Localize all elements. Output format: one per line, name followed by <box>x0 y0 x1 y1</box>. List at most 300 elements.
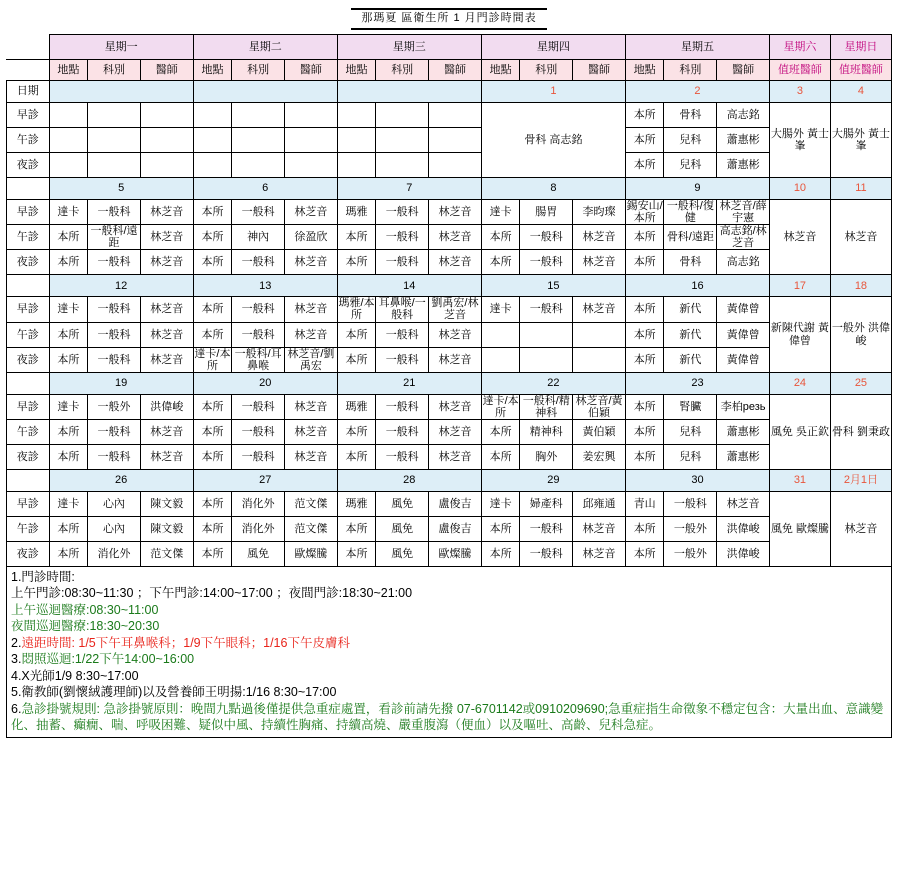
weekday-header-wed: 星期三 <box>337 35 481 60</box>
c-w3-n-4: 一般科/耳鼻喉 <box>232 347 285 372</box>
c-w2-a-14: 高志銘/林芝音 <box>717 225 770 250</box>
c-w2-n-1: 一般科 <box>88 250 141 275</box>
date-w4-wed: 21 <box>337 372 481 394</box>
note-line-6 <box>11 651 887 668</box>
row-w1-morning <box>7 103 892 128</box>
c-w4-m-8: 林芝音 <box>429 394 482 419</box>
row-label-morning-4: 早診 <box>7 394 50 419</box>
note-line-9 <box>11 701 887 734</box>
weekday-header-row <box>7 35 892 60</box>
row-w5-morning <box>7 491 892 516</box>
date-w4-sun: 25 <box>830 372 891 394</box>
c-w1-m-4 <box>232 103 285 128</box>
c-w5-a-9: 本所 <box>481 516 520 541</box>
date-w2-sun: 11 <box>830 178 891 200</box>
c-w4-m-12: 本所 <box>625 394 664 419</box>
c-w5-m-11: 邱雍通 <box>573 491 626 516</box>
c-w2-n-13: 骨科 <box>664 250 717 275</box>
c-w5-a-4: 消化外 <box>232 516 285 541</box>
c-w3-a-3: 本所 <box>193 322 232 347</box>
c-w3-m-10: 一般科 <box>520 297 573 322</box>
row-label-afternoon-3: 午診 <box>7 322 50 347</box>
subheader-14: 醫師 <box>717 60 770 81</box>
c-w3-n-8: 林芝音 <box>429 347 482 372</box>
row-w2-morning <box>7 200 892 225</box>
c-w2-n-0: 本所 <box>49 250 88 275</box>
row-w2-night <box>7 250 892 275</box>
c-w1-n-5 <box>285 153 338 178</box>
title-row <box>7 4 892 35</box>
subheader-11: 醫師 <box>573 60 626 81</box>
c-w2-n-2: 林芝音 <box>140 250 193 275</box>
schedule-table <box>6 4 892 567</box>
note-line-2: 上午門診:08:30~11:30 ；下午門診:14:00~17:00 ；夜間門診:18:30~21:00 <box>11 586 413 601</box>
c-w2-n-9: 本所 <box>481 250 520 275</box>
c-w3-m-6: 瑪雅/本所 <box>338 297 375 322</box>
c-w4-a-2: 林芝音 <box>140 419 193 444</box>
c-w4-a-5: 林芝音 <box>285 419 338 444</box>
date-row-week1 <box>7 81 892 103</box>
c-w2-a-3: 本所 <box>193 225 232 250</box>
c-w4-m-9: 達卡/本所 <box>482 394 519 419</box>
c-w4-m-11: 林芝音/黃伯穎 <box>573 394 626 419</box>
c-w4-n-12: 本所 <box>625 444 664 469</box>
c-w4-m-2: 洪偉峻 <box>140 394 193 419</box>
c-w5-n-8: 歐燦騰 <box>429 541 482 566</box>
c-w2-m-7: 一般科 <box>376 200 429 225</box>
c-w3-m-0: 達卡 <box>49 297 88 322</box>
date-row-week2 <box>7 178 892 200</box>
c-w2-n-11: 林芝音 <box>573 250 626 275</box>
row-label-night-4: 夜診 <box>7 444 50 469</box>
c-w4-a-4: 一般科 <box>232 419 285 444</box>
row-w2-afternoon <box>7 225 892 250</box>
c-w2-n-10: 一般科 <box>520 250 573 275</box>
c-w3-m-14: 黃偉曾 <box>717 297 770 322</box>
date-w5-sat: 31 <box>770 469 831 491</box>
c-w1-n-1 <box>88 153 141 178</box>
c-w3-m-1: 一般科 <box>88 297 141 322</box>
date-w1-sat: 3 <box>770 81 831 103</box>
c-w5-a-13: 一般外 <box>664 516 717 541</box>
date-row-week4 <box>7 372 892 394</box>
duty-w2-sat: 林芝音 <box>770 200 831 275</box>
c-w3-n-5: 林芝音/劉禹宏 <box>285 347 338 372</box>
c-w1-n-7 <box>376 153 429 178</box>
c-w5-a-2: 陳文毅 <box>140 516 193 541</box>
c-w4-a-0: 本所 <box>49 419 88 444</box>
c-w2-m-3: 本所 <box>193 200 232 225</box>
row-label-morning-3: 早診 <box>7 297 50 322</box>
c-w1-m-2 <box>140 103 193 128</box>
row-label-morning-2: 早診 <box>7 200 50 225</box>
c-w2-m-9: 達卡 <box>481 200 520 225</box>
c-w1-a-8 <box>429 128 482 153</box>
date-w3-tue: 13 <box>193 275 337 297</box>
c-w5-m-13: 一般科 <box>664 491 717 516</box>
subheader-7: 科別 <box>376 60 429 81</box>
c-w4-m-0: 達卡 <box>49 394 88 419</box>
subheader-6: 地點 <box>337 60 376 81</box>
c-w4-n-3: 本所 <box>193 444 232 469</box>
c-w5-n-5: 歐燦騰 <box>285 541 338 566</box>
c-w1-a-1 <box>88 128 141 153</box>
c-w2-m-4: 一般科 <box>232 200 285 225</box>
row-label-morning-5: 早診 <box>7 491 50 516</box>
c-w4-n-5: 林芝音 <box>285 444 338 469</box>
c-w4-n-2: 林芝音 <box>140 444 193 469</box>
subheader-10: 科別 <box>520 60 573 81</box>
c-w3-n-14: 黃偉曾 <box>717 347 770 372</box>
date-w1-mon <box>49 81 193 103</box>
c-w4-m-10: 一般科/精神科 <box>520 394 573 419</box>
c-w4-n-8: 林芝音 <box>429 444 482 469</box>
notes-section <box>6 567 892 738</box>
row-w3-night <box>7 347 892 372</box>
c-w1-m-14: 高志銘 <box>717 103 770 128</box>
c-w4-n-6: 本所 <box>337 444 376 469</box>
c-w1-a-4 <box>232 128 285 153</box>
c-w4-m-6: 瑪雅 <box>337 394 376 419</box>
date-w3-sun: 18 <box>830 275 891 297</box>
row-w5-night <box>7 541 892 566</box>
subheader-2: 醫師 <box>140 60 193 81</box>
c-w3-a-1: 一般科 <box>88 322 141 347</box>
c-w3-m-12: 本所 <box>625 297 664 322</box>
c-w2-a-6: 本所 <box>337 225 376 250</box>
note-line-5-text: 遠距時間: 1/5下午耳鼻喉科；1/9下午眼科；1/16下午皮膚科 <box>21 635 350 650</box>
c-w5-a-7: 風免 <box>376 516 429 541</box>
c-w1-n-8 <box>429 153 482 178</box>
c-w1-a-14: 蕭惠彬 <box>717 128 770 153</box>
c-w5-n-4: 風免 <box>232 541 285 566</box>
c-w4-n-1: 一般科 <box>88 444 141 469</box>
c-w3-n-11 <box>573 347 626 372</box>
c-w3-n-7: 一般科 <box>376 347 429 372</box>
c-w5-n-9: 本所 <box>481 541 520 566</box>
c-w5-m-9: 達卡 <box>481 491 520 516</box>
subheader-1: 科別 <box>88 60 141 81</box>
date-w3-thu: 15 <box>481 275 625 297</box>
note-line-6-num: 3. <box>11 652 22 667</box>
c-w3-m-2: 林芝音 <box>140 297 193 322</box>
date-w4-mon: 19 <box>49 372 193 394</box>
c-w4-m-14: 李柏резь <box>717 394 770 419</box>
c-w3-a-9 <box>481 322 520 347</box>
row-label-afternoon-2: 午診 <box>7 225 50 250</box>
subheader-15: 值班醫師 <box>770 60 831 81</box>
c-w4-m-4: 一般科 <box>232 394 285 419</box>
c-w1-m-7 <box>376 103 429 128</box>
duty-w4-sun: 骨科 劉秉政 <box>830 394 891 469</box>
row-label-night-2: 夜診 <box>7 250 50 275</box>
c-w2-m-0: 達卡 <box>49 200 88 225</box>
c-w5-n-1: 消化外 <box>88 541 141 566</box>
row-label-night-3: 夜診 <box>7 347 50 372</box>
duty-w3-sun: 一般外 洪偉峻 <box>830 297 891 372</box>
c-w5-m-0: 達卡 <box>49 491 88 516</box>
c-w4-n-4: 一般科 <box>232 444 285 469</box>
c-w1-n-12: 本所 <box>625 153 664 178</box>
c-w1-a-7 <box>376 128 429 153</box>
row-label-date: 日期 <box>7 81 50 103</box>
c-w1-a-0 <box>49 128 88 153</box>
note-line-6-text: 悶照巡迴:1/22下午14:00~16:00 <box>21 652 195 667</box>
c-w2-m-2: 林芝音 <box>140 200 193 225</box>
c-w3-n-3: 達卡/本所 <box>194 347 231 372</box>
c-w3-m-13: 新代 <box>664 297 717 322</box>
duty-w1-sat: 大腸外 黃士峯 <box>770 103 831 178</box>
c-w5-m-12: 青山 <box>625 491 664 516</box>
c-w2-m-14: 林芝音/薛宇憲 <box>717 200 770 225</box>
date-w1-thu: 1 <box>481 81 625 103</box>
c-w5-n-0: 本所 <box>49 541 88 566</box>
c-w4-a-1: 一般科 <box>88 419 141 444</box>
c-w1-m-5 <box>285 103 338 128</box>
corner-cell <box>7 35 50 60</box>
c-w3-n-12: 本所 <box>625 347 664 372</box>
c-w3-a-14: 黃偉曾 <box>717 322 770 347</box>
c-w2-a-8: 林芝音 <box>429 225 482 250</box>
weekday-header-sat: 星期六 <box>770 35 831 60</box>
c-w5-n-2: 范文傑 <box>140 541 193 566</box>
subheader-5: 醫師 <box>285 60 338 81</box>
c-w2-n-8: 林芝音 <box>429 250 482 275</box>
note-line-3: 上午巡迴醫療:08:30~11:00 <box>11 602 159 617</box>
c-w1-a-13: 兒科 <box>664 128 717 153</box>
subheader-13: 科別 <box>664 60 717 81</box>
c-w3-m-5: 林芝音 <box>285 297 338 322</box>
c-w5-m-6: 瑪雅 <box>337 491 376 516</box>
c-w2-m-6: 瑪雅 <box>337 200 376 225</box>
note-line-7: 4.X光師1/9 8:30~17:00 <box>11 668 139 683</box>
row-w1-afternoon <box>7 128 892 153</box>
duty-w1-sun: 大腸外 黃士峯 <box>830 103 891 178</box>
c-w2-m-8: 林芝音 <box>429 200 482 225</box>
c-w4-m-3: 本所 <box>193 394 232 419</box>
c-w4-n-14: 蕭惠彬 <box>717 444 770 469</box>
subheader-9: 地點 <box>481 60 520 81</box>
c-w4-n-7: 一般科 <box>376 444 429 469</box>
c-w2-a-0: 本所 <box>49 225 88 250</box>
c-w4-n-10: 胸外 <box>520 444 573 469</box>
c-w1-m-8 <box>429 103 482 128</box>
c-w4-a-11: 黃伯穎 <box>573 419 626 444</box>
c-w3-m-9: 達卡 <box>481 297 520 322</box>
c-w5-m-14: 林芝音 <box>717 491 770 516</box>
c-w5-m-1: 心內 <box>88 491 141 516</box>
c-w1-m-1 <box>88 103 141 128</box>
c-w3-m-3: 本所 <box>193 297 232 322</box>
weekday-header-fri: 星期五 <box>625 35 769 60</box>
row-label-date-4 <box>7 372 50 394</box>
duty-w5-sun: 林芝音 <box>830 491 891 566</box>
c-w1-n-2 <box>140 153 193 178</box>
c-w3-a-11 <box>573 322 626 347</box>
c-w4-a-10: 精神科 <box>520 419 573 444</box>
weekday-header-tue: 星期二 <box>193 35 337 60</box>
date-w3-sat: 17 <box>770 275 831 297</box>
c-w2-m-10: 腸胃 <box>520 200 573 225</box>
c-w2-n-5: 林芝音 <box>285 250 338 275</box>
corner-cell-2 <box>7 60 50 81</box>
weekday-header-mon: 星期一 <box>49 35 193 60</box>
c-w3-a-12: 本所 <box>625 322 664 347</box>
row-label-afternoon-4: 午診 <box>7 419 50 444</box>
row-label-night-5: 夜診 <box>7 541 50 566</box>
c-w1-n-6 <box>337 153 376 178</box>
c-w3-n-10 <box>520 347 573 372</box>
c-w3-a-8: 林芝音 <box>429 322 482 347</box>
c-w5-a-5: 范文傑 <box>285 516 338 541</box>
row-w4-morning <box>7 394 892 419</box>
note-line-5-num: 2. <box>11 635 22 650</box>
row-label-night: 夜診 <box>7 153 50 178</box>
c-w5-m-3: 本所 <box>193 491 232 516</box>
c-w4-n-0: 本所 <box>49 444 88 469</box>
c-w4-a-7: 一般科 <box>376 419 429 444</box>
row-label-date-3 <box>7 275 50 297</box>
c-w3-a-5: 林芝音 <box>285 322 338 347</box>
c-w4-a-6: 本所 <box>337 419 376 444</box>
c-w1-thu-merged: 骨科 高志銘 <box>481 103 625 178</box>
date-w4-sat: 24 <box>770 372 831 394</box>
c-w2-n-4: 一般科 <box>232 250 285 275</box>
date-w3-mon: 12 <box>49 275 193 297</box>
c-w3-n-1: 一般科 <box>88 347 141 372</box>
subheader-8: 醫師 <box>429 60 482 81</box>
date-w5-sun: 2月1日 <box>830 469 891 491</box>
c-w2-n-14: 高志銘 <box>717 250 770 275</box>
c-w5-n-14: 洪偉峻 <box>717 541 770 566</box>
row-w4-afternoon <box>7 419 892 444</box>
page-title-cell <box>7 4 892 35</box>
row-w3-afternoon <box>7 322 892 347</box>
c-w1-n-13: 兒科 <box>664 153 717 178</box>
c-w4-m-5: 林芝音 <box>285 394 338 419</box>
row-label-date-5 <box>7 469 50 491</box>
c-w2-m-1: 一般科 <box>88 200 141 225</box>
c-w2-a-12: 本所 <box>625 225 664 250</box>
date-w1-tue <box>193 81 337 103</box>
page-title: 那瑪夏 區衛生所 1 月門診時間表 <box>351 8 546 29</box>
c-w5-m-8: 盧俊吉 <box>429 491 482 516</box>
date-w4-thu: 22 <box>481 372 625 394</box>
date-w4-tue: 20 <box>193 372 337 394</box>
c-w1-m-12: 本所 <box>625 103 664 128</box>
c-w5-m-5: 范文傑 <box>285 491 338 516</box>
row-w4-night <box>7 444 892 469</box>
duty-w2-sun: 林芝音 <box>830 200 891 275</box>
subheader-row <box>7 60 892 81</box>
date-row-week3 <box>7 275 892 297</box>
note-line-4: 夜間巡迴醫療:18:30~20:30 <box>11 619 160 634</box>
c-w3-a-2: 林芝音 <box>140 322 193 347</box>
c-w2-a-9: 本所 <box>481 225 520 250</box>
c-w3-m-4: 一般科 <box>232 297 285 322</box>
date-w2-sat: 10 <box>770 178 831 200</box>
c-w2-n-3: 本所 <box>193 250 232 275</box>
date-w1-wed <box>337 81 481 103</box>
c-w2-a-10: 一般科 <box>520 225 573 250</box>
c-w1-a-3 <box>193 128 232 153</box>
c-w3-a-7: 一般科 <box>376 322 429 347</box>
c-w5-n-7: 風免 <box>376 541 429 566</box>
c-w5-a-14: 洪偉峻 <box>717 516 770 541</box>
c-w5-a-8: 盧俊吉 <box>429 516 482 541</box>
c-w2-a-7: 一般科 <box>376 225 429 250</box>
c-w1-a-5 <box>285 128 338 153</box>
c-w3-n-2: 林芝音 <box>140 347 193 372</box>
c-w2-a-4: 神內 <box>232 225 285 250</box>
c-w2-n-12: 本所 <box>625 250 664 275</box>
c-w4-m-1: 一般外 <box>88 394 141 419</box>
c-w4-m-13: 腎臟 <box>664 394 717 419</box>
date-w2-mon: 5 <box>49 178 193 200</box>
date-w5-tue: 27 <box>193 469 337 491</box>
duty-w5-sat: 風免 歐燦騰 <box>770 491 831 566</box>
date-w2-wed: 7 <box>337 178 481 200</box>
date-w3-fri: 16 <box>625 275 769 297</box>
c-w3-n-6: 本所 <box>337 347 376 372</box>
c-w5-a-1: 心內 <box>88 516 141 541</box>
c-w3-m-11: 林芝音 <box>573 297 626 322</box>
c-w4-a-12: 本所 <box>625 419 664 444</box>
c-w1-m-0 <box>49 103 88 128</box>
c-w2-a-1: 一般科/遠距 <box>88 225 141 250</box>
c-w4-a-8: 林芝音 <box>429 419 482 444</box>
row-label-afternoon-5: 午診 <box>7 516 50 541</box>
date-w2-tue: 6 <box>193 178 337 200</box>
c-w3-a-6: 本所 <box>337 322 376 347</box>
date-row-week5 <box>7 469 892 491</box>
c-w2-m-12: 錫安山/本所 <box>626 200 663 225</box>
c-w3-n-9 <box>481 347 520 372</box>
c-w3-a-13: 新代 <box>664 322 717 347</box>
duty-w4-sat: 風免 吳正欽 <box>770 394 831 469</box>
duty-w3-sat: 新陳代謝 黃偉曾 <box>770 297 831 372</box>
c-w1-n-3 <box>193 153 232 178</box>
c-w3-n-13: 新代 <box>664 347 717 372</box>
c-w2-m-11: 李昀璨 <box>573 200 626 225</box>
c-w5-n-10: 一般科 <box>520 541 573 566</box>
c-w5-a-11: 林芝音 <box>573 516 626 541</box>
c-w3-a-10 <box>520 322 573 347</box>
c-w4-m-7: 一般科 <box>376 394 429 419</box>
date-w5-fri: 30 <box>625 469 769 491</box>
date-w2-fri: 9 <box>625 178 769 200</box>
note-line-5 <box>11 635 887 652</box>
c-w2-n-6: 本所 <box>337 250 376 275</box>
c-w4-a-13: 兒科 <box>664 419 717 444</box>
date-w5-thu: 29 <box>481 469 625 491</box>
c-w4-n-11: 姜宏興 <box>573 444 626 469</box>
c-w5-n-13: 一般外 <box>664 541 717 566</box>
row-w5-afternoon <box>7 516 892 541</box>
c-w3-m-7: 耳鼻喉/一般科 <box>376 297 429 322</box>
c-w5-m-10: 婦產科 <box>520 491 573 516</box>
note-line-9-num: 6. <box>11 701 22 716</box>
c-w2-a-5: 徐盈欣 <box>285 225 338 250</box>
row-w3-morning <box>7 297 892 322</box>
date-w4-fri: 23 <box>625 372 769 394</box>
subheader-12: 地點 <box>625 60 664 81</box>
c-w5-n-12: 本所 <box>625 541 664 566</box>
c-w1-a-6 <box>337 128 376 153</box>
c-w1-m-6 <box>337 103 376 128</box>
c-w1-m-13: 骨科 <box>664 103 717 128</box>
c-w4-n-9: 本所 <box>481 444 520 469</box>
